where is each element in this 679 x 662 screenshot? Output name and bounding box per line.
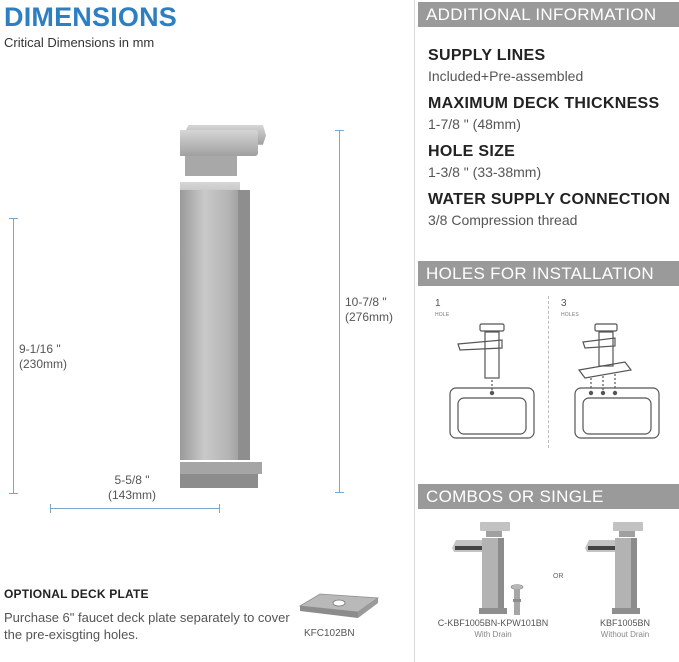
combo-code: C-KBF1005BN-KPW101BN <box>437 618 549 628</box>
one-hole-diagram <box>440 318 540 444</box>
holes-header: HOLES FOR INSTALLATION <box>418 261 679 286</box>
deck-plate-title: OPTIONAL DECK PLATE <box>4 587 149 601</box>
supply-lines-value: Included+Pre-assembled <box>428 68 584 84</box>
one-hole-unit: HOLE <box>435 312 450 318</box>
panel-divider <box>414 0 415 662</box>
deck-thickness-value: 1-7/8 " (48mm) <box>428 116 521 132</box>
three-holes-unit: HOLES <box>561 312 579 318</box>
total-height-line <box>339 130 340 492</box>
single-note: Without Drain <box>600 630 650 639</box>
spout-height-tick-top <box>9 218 18 219</box>
holes-divider <box>548 296 549 448</box>
base-width-label: 5-5/8 " (143mm) <box>108 473 157 502</box>
three-holes-count: 3 <box>561 298 567 309</box>
or-label: OR <box>553 573 564 580</box>
total-height-tick-top <box>335 130 344 131</box>
dimensions-title: DIMENSIONS <box>4 2 178 32</box>
dimensions-subtitle: Critical Dimensions in mm <box>4 35 155 50</box>
deck-plate-description: Purchase 6" faucet deck plate separately to cover the pre-exisgting holes. <box>4 610 290 642</box>
hole-size-label: HOLE SIZE <box>428 143 516 160</box>
one-hole-count: 1 <box>435 298 441 309</box>
single-code: KBF1005BN <box>599 618 651 628</box>
deck-plate-image <box>298 590 380 624</box>
faucet-illustration <box>180 120 280 495</box>
combo-note: With Drain <box>474 630 512 639</box>
additional-info-header: ADDITIONAL INFORMATION <box>418 2 679 27</box>
water-supply-label: WATER SUPPLY CONNECTION <box>428 191 671 208</box>
spout-height-line <box>13 218 14 493</box>
spout-height-label: 9-1/16 " (230mm) <box>19 342 68 371</box>
base-width-line <box>50 508 220 509</box>
base-width-tick-right <box>219 504 220 513</box>
water-supply-value: 3/8 Compression thread <box>428 212 578 228</box>
three-holes-diagram <box>565 318 665 444</box>
total-height-label: 10-7/8 " (276mm) <box>345 295 394 324</box>
single-faucet-image <box>585 520 665 616</box>
combos-header: COMBOS OR SINGLE <box>418 484 679 509</box>
deck-thickness-label: MAXIMUM DECK THICKNESS <box>428 95 660 112</box>
drain-image <box>510 583 524 617</box>
supply-lines-label: SUPPLY LINES <box>428 47 546 64</box>
base-width-tick-left <box>50 504 51 513</box>
total-height-tick-bottom <box>335 492 344 493</box>
deck-plate-code: KFC102BN <box>304 628 355 639</box>
hole-size-value: 1-3/8 " (33-38mm) <box>428 164 542 180</box>
spout-height-tick-bottom <box>9 493 18 494</box>
